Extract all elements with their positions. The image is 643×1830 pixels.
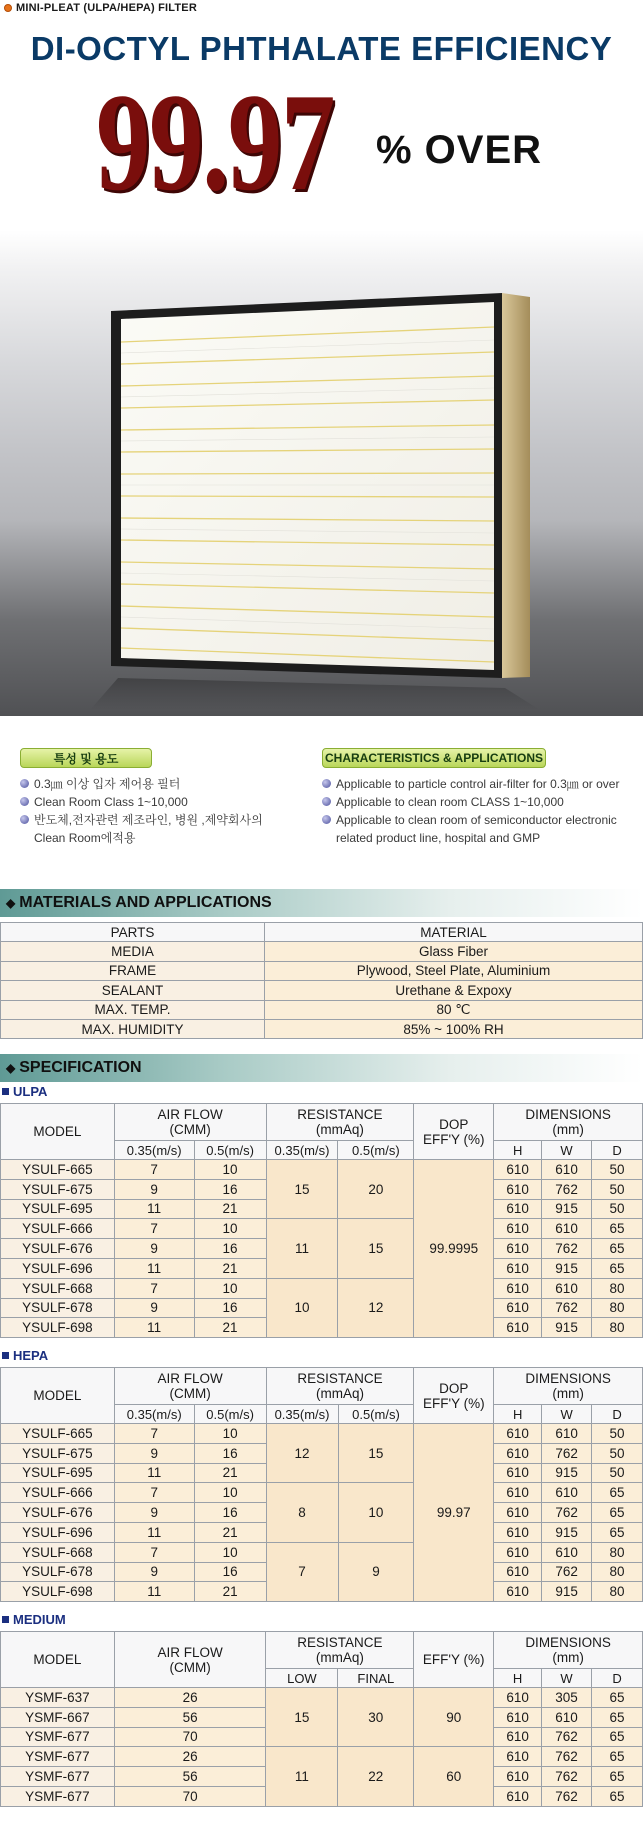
table-cell: 10 — [194, 1542, 266, 1562]
bullet-icon — [20, 797, 29, 806]
table-cell: 0.5(m/s) — [338, 1405, 414, 1424]
table-cell: 65 — [592, 1258, 643, 1278]
table-cell: 12 — [338, 1278, 414, 1337]
table-cell: 610 — [494, 1562, 542, 1582]
text: Applicable to particle control air-filter for 0.3㎛ or over — [336, 777, 620, 791]
table-row — [1, 961, 643, 980]
table-cell: 65 — [592, 1707, 643, 1727]
table-cell: 21 — [194, 1199, 266, 1219]
table-cell: 7 — [266, 1542, 338, 1601]
table-cell: 16 — [194, 1298, 266, 1318]
table-cell: 610 — [542, 1219, 592, 1239]
list-item — [20, 793, 290, 811]
table-cell: 80 — [592, 1318, 643, 1338]
table-cell: 50 — [592, 1199, 643, 1219]
table-cell: 0.35(m/s) — [266, 1405, 338, 1424]
filter-product-image — [0, 280, 643, 710]
table-cell: 10 — [338, 1483, 414, 1542]
text: (CMM) — [169, 1386, 211, 1401]
table-cell: 15 — [338, 1424, 414, 1483]
table-cell: Glass Fiber — [265, 942, 643, 961]
specification-title: SPECIFICATION — [19, 1059, 142, 1076]
efficiency-suffix: % OVER — [376, 128, 543, 172]
materials-title: MATERIALS AND APPLICATIONS — [19, 894, 272, 911]
column-header — [114, 1368, 266, 1405]
list-item — [20, 811, 290, 847]
table-cell: YSULF-675 — [1, 1179, 115, 1199]
table-cell: 915 — [542, 1199, 592, 1219]
table-cell: YSULF-666 — [1, 1483, 115, 1503]
table-cell: H — [494, 1141, 542, 1160]
table-cell: YSULF-665 — [1, 1160, 115, 1180]
table-cell: 12 — [266, 1424, 338, 1483]
table-cell: 762 — [542, 1562, 592, 1582]
text: (mm) — [552, 1650, 584, 1665]
table-cell: H — [494, 1669, 542, 1688]
table-cell: 7 — [114, 1483, 194, 1503]
square-bullet-icon — [2, 1088, 9, 1095]
table-cell: 80 — [592, 1582, 643, 1602]
table-row — [1, 981, 643, 1000]
table-cell: 21 — [194, 1258, 266, 1278]
table-cell: MAX. HUMIDITY — [1, 1019, 265, 1038]
table-cell: YSULF-696 — [1, 1522, 115, 1542]
table-row — [1, 1278, 643, 1298]
table-cell: 610 — [494, 1318, 542, 1338]
table-cell: 16 — [194, 1562, 266, 1582]
column-header — [414, 1368, 494, 1424]
column-header: MATERIAL — [265, 923, 643, 942]
table-cell: 610 — [494, 1239, 542, 1259]
table-cell: 7 — [114, 1542, 194, 1562]
table-cell: 11 — [114, 1258, 194, 1278]
table-row — [1, 1424, 643, 1444]
table-cell: YSULF-695 — [1, 1463, 115, 1483]
square-bullet-icon — [2, 1352, 9, 1359]
table-cell: 762 — [542, 1239, 592, 1259]
table-cell: 610 — [494, 1298, 542, 1318]
table-cell: 610 — [494, 1582, 542, 1602]
column-header — [494, 1632, 643, 1669]
table-cell: 610 — [542, 1483, 592, 1503]
table-cell: W — [542, 1141, 592, 1160]
table-cell: 915 — [542, 1318, 592, 1338]
table-cell: 0.35(m/s) — [114, 1405, 194, 1424]
table-cell: 10 — [194, 1160, 266, 1180]
table-cell: YSULF-678 — [1, 1298, 115, 1318]
table-cell: 9 — [114, 1298, 194, 1318]
table-cell: 762 — [542, 1727, 592, 1747]
efficiency-figure: 99.97 — [96, 65, 334, 220]
table-cell: 10 — [266, 1278, 338, 1337]
table-cell: YSULF-696 — [1, 1258, 115, 1278]
table-cell: 65 — [592, 1522, 643, 1542]
table-cell: 0.5(m/s) — [338, 1141, 414, 1160]
table-cell: 610 — [494, 1219, 542, 1239]
table-cell: YSMF-677 — [1, 1747, 115, 1767]
bullet-dot-icon — [4, 4, 12, 12]
table-cell: 10 — [194, 1424, 266, 1444]
table-cell: 7 — [114, 1278, 194, 1298]
table-cell: 56 — [114, 1767, 266, 1787]
table-row — [1, 1688, 643, 1708]
table-cell: 762 — [542, 1767, 592, 1787]
table-cell: 21 — [194, 1582, 266, 1602]
table-cell: YSULF-698 — [1, 1582, 115, 1602]
materials-table — [0, 922, 643, 1039]
table-cell: 50 — [592, 1424, 643, 1444]
table-cell: 762 — [542, 1298, 592, 1318]
table-cell: YSULF-675 — [1, 1443, 115, 1463]
table-cell: 10 — [194, 1483, 266, 1503]
text: DIMENSIONS — [525, 1371, 611, 1386]
text: DIMENSIONS — [525, 1107, 611, 1122]
text: RESISTANCE — [297, 1635, 383, 1650]
table-cell: 65 — [592, 1503, 643, 1523]
text: Applicable to clean room of semiconductor electronic related product line, hospital and GMP — [336, 813, 617, 845]
table-cell: 610 — [494, 1463, 542, 1483]
text: (CMM) — [169, 1659, 211, 1675]
table-cell: 90 — [414, 1688, 494, 1747]
table-cell: 9 — [114, 1503, 194, 1523]
table-cell: 15 — [266, 1160, 338, 1219]
table-cell: 0.5(m/s) — [194, 1141, 266, 1160]
text: (mmAq) — [315, 1650, 364, 1665]
table-cell: D — [592, 1141, 643, 1160]
table-cell: 50 — [592, 1443, 643, 1463]
table-cell: 9 — [114, 1443, 194, 1463]
list-item — [20, 775, 290, 793]
table-row — [1, 942, 643, 961]
column-header — [266, 1368, 414, 1405]
hero-banner — [0, 0, 643, 716]
table-cell: 65 — [592, 1688, 643, 1708]
medium-spec-table — [0, 1631, 643, 1807]
table-cell: 762 — [542, 1786, 592, 1806]
text: Applicable to clean room CLASS 1~10,000 — [336, 795, 564, 809]
table-cell: 610 — [494, 1522, 542, 1542]
table-cell: 65 — [592, 1239, 643, 1259]
table-cell: 762 — [542, 1747, 592, 1767]
column-header — [266, 1104, 414, 1141]
column-header — [114, 1104, 266, 1141]
table-cell: 610 — [542, 1707, 592, 1727]
table-cell: YSULF-695 — [1, 1199, 115, 1219]
table-cell: 26 — [114, 1688, 266, 1708]
column-header: PARTS — [1, 923, 265, 942]
table-row — [1, 1542, 643, 1562]
table-cell: 8 — [266, 1483, 338, 1542]
table-cell: 50 — [592, 1179, 643, 1199]
table-row — [1, 1000, 643, 1019]
table-cell: YSULF-676 — [1, 1503, 115, 1523]
table-cell: 70 — [114, 1786, 266, 1806]
table-cell: YSMF-677 — [1, 1786, 115, 1806]
table-cell: 22 — [338, 1747, 414, 1806]
table-cell: 26 — [114, 1747, 266, 1767]
table-cell: 915 — [542, 1463, 592, 1483]
list-item — [322, 811, 642, 847]
table-cell: 10 — [194, 1278, 266, 1298]
text: DOP — [439, 1116, 469, 1132]
table-cell: 762 — [542, 1503, 592, 1523]
text: RESISTANCE — [297, 1107, 383, 1122]
specification-section-header — [0, 1054, 643, 1082]
table-cell: 16 — [194, 1443, 266, 1463]
table-cell: 610 — [542, 1160, 592, 1180]
headline: DI-OCTYL PHTHALATE EFFICIENCY — [30, 30, 613, 67]
bullet-icon — [322, 797, 331, 806]
diamond-icon: ◆ — [6, 1061, 16, 1075]
table-cell: 610 — [494, 1503, 542, 1523]
efficiency-cell: 99.9995 — [414, 1160, 494, 1338]
table-cell: LOW — [266, 1669, 338, 1688]
table-cell: YSULF-666 — [1, 1219, 115, 1239]
bullet-icon — [20, 815, 29, 824]
table-cell: 20 — [338, 1160, 414, 1219]
table-cell: 7 — [114, 1219, 194, 1239]
table-cell: 610 — [494, 1707, 542, 1727]
column-header: MODEL — [1, 1104, 115, 1160]
column-header: MODEL — [1, 1632, 115, 1688]
table-cell: 15 — [266, 1688, 338, 1747]
table-cell: YSULF-698 — [1, 1318, 115, 1338]
characteristics-list-ko — [20, 775, 290, 847]
table-cell: FINAL — [338, 1669, 414, 1688]
table-cell: 9 — [338, 1542, 414, 1601]
table-cell: 80 — [592, 1562, 643, 1582]
text: AIR FLOW — [157, 1644, 223, 1660]
table-cell: 65 — [592, 1747, 643, 1767]
text: EFF'Y (%) — [423, 1395, 485, 1411]
ulpa-subheader: ULPA — [2, 1084, 47, 1099]
table-cell: 80 — [592, 1298, 643, 1318]
table-cell: YSMF-677 — [1, 1767, 115, 1787]
table-cell: 9 — [114, 1179, 194, 1199]
table-cell: 610 — [494, 1542, 542, 1562]
table-cell: 65 — [592, 1219, 643, 1239]
table-cell: 915 — [542, 1582, 592, 1602]
table-cell: Urethane & Expoxy — [265, 981, 643, 1000]
square-bullet-icon — [2, 1616, 9, 1623]
table-cell: 610 — [494, 1483, 542, 1503]
bullet-icon — [20, 779, 29, 788]
table-cell: 610 — [494, 1199, 542, 1219]
text: (CMM) — [169, 1122, 211, 1137]
table-cell: 762 — [542, 1179, 592, 1199]
table-row — [1, 1160, 643, 1180]
table-cell: W — [542, 1669, 592, 1688]
table-cell: MEDIA — [1, 942, 265, 961]
table-cell: YSULF-668 — [1, 1542, 115, 1562]
table-cell: 56 — [114, 1707, 266, 1727]
table-cell: YSULF-668 — [1, 1278, 115, 1298]
table-cell: YSULF-665 — [1, 1424, 115, 1444]
diamond-icon: ◆ — [6, 896, 16, 910]
table-cell: 610 — [494, 1767, 542, 1787]
table-row — [1, 1483, 643, 1503]
table-cell: 915 — [542, 1258, 592, 1278]
table-cell: FRAME — [1, 961, 265, 980]
table-cell: 11 — [114, 1463, 194, 1483]
table-cell: 610 — [494, 1688, 542, 1708]
text: RESISTANCE — [297, 1371, 383, 1386]
table-cell: 50 — [592, 1463, 643, 1483]
table-cell: 610 — [494, 1278, 542, 1298]
table-cell: YSMF-637 — [1, 1688, 115, 1708]
table-cell: D — [592, 1669, 643, 1688]
table-cell: 305 — [542, 1688, 592, 1708]
table-cell: 0.35(m/s) — [114, 1141, 194, 1160]
hepa-subheader: HEPA — [2, 1348, 48, 1363]
table-cell: 65 — [592, 1767, 643, 1787]
table-cell: 65 — [592, 1786, 643, 1806]
text: DOP — [439, 1380, 469, 1396]
category-label — [4, 2, 197, 14]
list-item — [322, 793, 642, 811]
table-cell: 915 — [542, 1522, 592, 1542]
table-cell: YSMF-667 — [1, 1707, 115, 1727]
table-cell: 85% ~ 100% RH — [265, 1019, 643, 1038]
table-cell: 762 — [542, 1443, 592, 1463]
table-cell: 16 — [194, 1179, 266, 1199]
text: 반도체,전자관련 제조라인, 병원 ,제약회사의 Clean Room에적용 — [34, 813, 263, 845]
text: DIMENSIONS — [525, 1635, 611, 1650]
text: Clean Room Class 1~10,000 — [34, 795, 188, 809]
table-cell: 15 — [338, 1219, 414, 1278]
list-item — [322, 775, 642, 793]
table-cell: 80 ℃ — [265, 1000, 643, 1019]
table-cell: 10 — [194, 1219, 266, 1239]
text: (mm) — [552, 1386, 584, 1401]
table-cell: YSMF-677 — [1, 1727, 115, 1747]
text: (mm) — [552, 1122, 584, 1137]
table-cell: 610 — [494, 1160, 542, 1180]
table-cell: 21 — [194, 1522, 266, 1542]
text: (mmAq) — [315, 1386, 364, 1401]
table-cell: 7 — [114, 1160, 194, 1180]
table-row — [1, 1219, 643, 1239]
table-cell: 610 — [542, 1424, 592, 1444]
table-cell: 9 — [114, 1239, 194, 1259]
table-cell: 16 — [194, 1239, 266, 1259]
table-cell: 610 — [542, 1542, 592, 1562]
bullet-icon — [322, 815, 331, 824]
table-cell: 11 — [266, 1747, 338, 1806]
text: (mmAq) — [315, 1122, 364, 1137]
column-header — [266, 1632, 414, 1669]
characteristics-title-ko: 특성 및 용도 — [20, 748, 152, 768]
table-cell: Plywood, Steel Plate, Aluminium — [265, 961, 643, 980]
table-cell: 610 — [494, 1747, 542, 1767]
column-header — [114, 1632, 266, 1688]
table-cell: 0.5(m/s) — [194, 1405, 266, 1424]
hepa-spec-table — [0, 1367, 643, 1602]
bullet-icon — [322, 779, 331, 788]
text: AIR FLOW — [157, 1371, 223, 1386]
column-header — [414, 1104, 494, 1160]
table-cell: H — [494, 1405, 542, 1424]
table-cell: 70 — [114, 1727, 266, 1747]
text: 0.3㎛ 이상 입자 제어용 필터 — [34, 777, 181, 791]
table-cell: 60 — [414, 1747, 494, 1806]
table-cell: 21 — [194, 1318, 266, 1338]
column-header — [494, 1368, 643, 1405]
table-cell: 610 — [494, 1179, 542, 1199]
table-cell: SEALANT — [1, 981, 265, 1000]
table-cell: 610 — [494, 1786, 542, 1806]
characteristics-title-en: CHARACTERISTICS & APPLICATIONS — [322, 748, 546, 768]
column-header — [494, 1104, 643, 1141]
table-cell: 16 — [194, 1503, 266, 1523]
table-cell: 610 — [494, 1727, 542, 1747]
table-cell: 7 — [114, 1424, 194, 1444]
table-cell: 11 — [114, 1318, 194, 1338]
table-cell: 610 — [542, 1278, 592, 1298]
table-cell: 65 — [592, 1483, 643, 1503]
table-cell: 610 — [494, 1258, 542, 1278]
table-cell: 610 — [494, 1424, 542, 1444]
table-cell: 11 — [114, 1582, 194, 1602]
table-row — [1, 1019, 643, 1038]
table-cell: 11 — [266, 1219, 338, 1278]
table-cell: 9 — [114, 1562, 194, 1582]
table-cell: 65 — [592, 1727, 643, 1747]
table-cell: YSULF-678 — [1, 1562, 115, 1582]
table-cell: 0.35(m/s) — [266, 1141, 338, 1160]
table-cell: 610 — [494, 1443, 542, 1463]
table-cell: 80 — [592, 1542, 643, 1562]
column-header: MODEL — [1, 1368, 115, 1424]
text: EFF'Y (%) — [422, 1131, 485, 1147]
text: AIR FLOW — [157, 1107, 223, 1122]
table-cell: YSULF-676 — [1, 1239, 115, 1259]
medium-subheader: MEDIUM — [2, 1612, 66, 1627]
table-cell: D — [592, 1405, 643, 1424]
table-cell: 21 — [194, 1463, 266, 1483]
table-cell: 11 — [114, 1199, 194, 1219]
table-cell: 50 — [592, 1160, 643, 1180]
table-cell: MAX. TEMP. — [1, 1000, 265, 1019]
characteristics-list-en — [322, 775, 642, 847]
ulpa-spec-table — [0, 1103, 643, 1338]
table-cell: W — [542, 1405, 592, 1424]
table-cell: 11 — [114, 1522, 194, 1542]
column-header: EFF'Y (%) — [414, 1632, 494, 1688]
efficiency-cell: 99.97 — [414, 1424, 494, 1602]
materials-section-header — [0, 889, 643, 917]
table-cell: 30 — [338, 1688, 414, 1747]
table-cell: 80 — [592, 1278, 643, 1298]
table-row — [1, 1747, 643, 1767]
category-text: MINI-PLEAT (ULPA/HEPA) FILTER — [16, 2, 197, 14]
